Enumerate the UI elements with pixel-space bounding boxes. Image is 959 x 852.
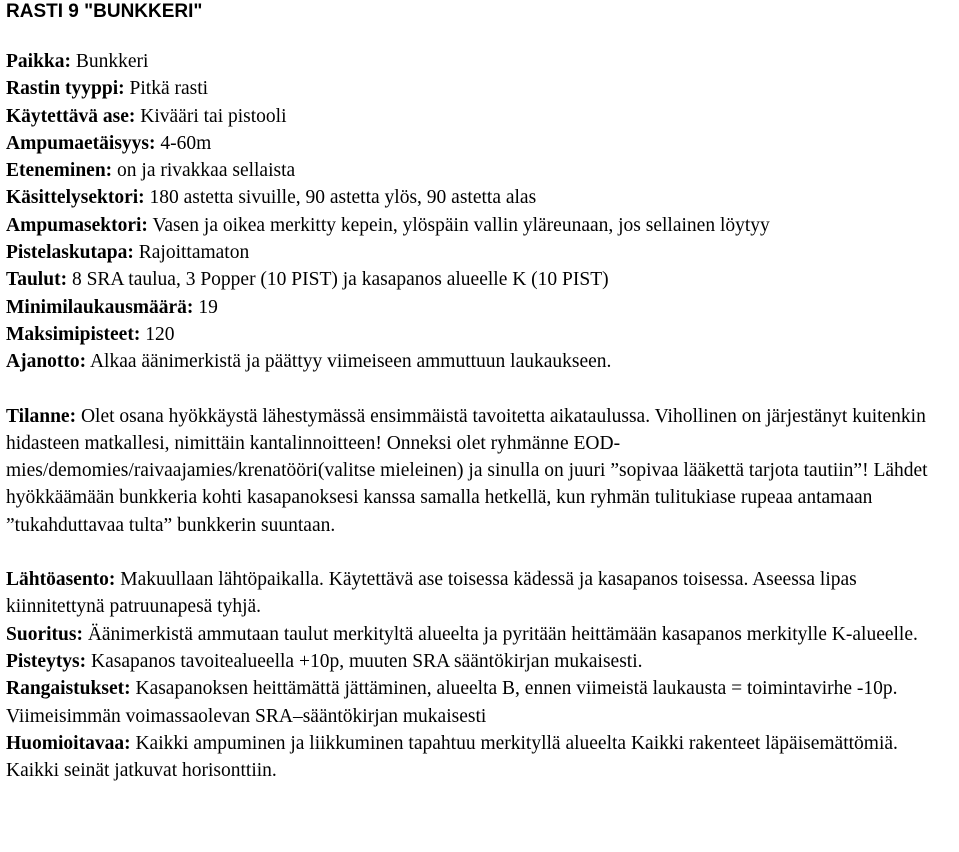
field-min-rounds [6, 294, 951, 321]
penalties-paragraph [6, 675, 951, 702]
scoring-label: Pisteytys: [6, 650, 87, 672]
field-label: Minimilaukausmäärä: [6, 296, 194, 318]
scoring-text: Kasapanos tavoitealueella +10p, muuten SRA sääntökirjan mukaisesti. [91, 650, 643, 672]
field-value: 180 astetta sivuille, 90 astetta ylös, 90 astetta alas [149, 187, 537, 209]
field-label: Eteneminen: [6, 160, 113, 182]
field-value: Pitkä rasti [129, 78, 209, 100]
scenario-label: Tilanne: [6, 405, 77, 427]
start-position-text: Makuullaan lähtöpaikalla. Käytettävä ase toisessa kädessä ja kasapanos toisessa. Aseessa lipas kiinnitettynä patruunapesä tyhjä. [6, 569, 857, 618]
field-label: Käytettävä ase: [6, 105, 136, 127]
field-value: on ja rivakkaa sellaista [117, 160, 296, 182]
field-label: Pistelaskutapa: [6, 242, 134, 264]
scenario-paragraph [6, 403, 951, 539]
field-label: Ajanotto: [6, 351, 87, 373]
field-label: Taulut: [6, 269, 68, 291]
field-value: Rajoittamaton [138, 242, 250, 264]
spacer [6, 539, 951, 566]
page-title: RASTI 9 "BUNKKERI" [6, 1, 203, 22]
rules-note: Viimeisimmän voimassaolevan SRA–sääntökirjan mukaisesti [6, 705, 487, 727]
field-timing [6, 348, 951, 375]
field-movement [6, 157, 951, 184]
scoring-paragraph [6, 648, 951, 675]
field-value: Alkaa äänimerkistä ja päättyy viimeiseen ammuttuun laukaukseen. [89, 351, 612, 373]
penalties-label: Rangaistukset: [6, 678, 131, 700]
penalties-text: Kasapanoksen heittämättä jättäminen, alueelta B, ennen viimeistä laukausta = toimintavirhe -10p. [135, 678, 898, 700]
field-max-points [6, 321, 951, 348]
field-value: 120 [145, 323, 175, 345]
field-label: Käsittelysektori: [6, 187, 145, 209]
start-position-paragraph [6, 566, 951, 621]
execution-text: Äänimerkistä ammutaan taulut merkityltä alueelta ja pyritään heittämään kasapanos merkitylle K-alueelle. [87, 623, 918, 645]
stage-info-list [6, 48, 951, 376]
start-position-label: Lähtöasento: [6, 569, 116, 591]
execution-label: Suoritus: [6, 623, 83, 645]
field-scoring-method [6, 239, 951, 266]
field-label: Ampumaetäisyys: [6, 132, 156, 154]
field-value: 4-60m [160, 132, 212, 154]
field-label: Maksimipisteet: [6, 323, 141, 345]
execution-paragraph [6, 621, 951, 648]
field-value: 8 SRA taulua, 3 Popper (10 PIST) ja kasapanos alueelle K (10 PIST) [71, 269, 609, 291]
field-distance [6, 130, 951, 157]
scenario-text: Olet osana hyökkäystä lähestymässä ensimmäistä tavoitetta aikataulussa. Vihollinen on järjestänyt kuitenkin hidasteen matkallesi, nimittäin kantalinnoitteen! Onneksi olet ryhmänne EOD-mies/demomies/raivaajamies/krenatööri(valitse mieleinen) ja sinulla on juuri ”sopivaa lääkettä tarjota tautiin”! Lähdet hyökkäämään bunkkeria kohti kasapanoksesi kanssa samalla hetkellä, kun ryhmän tulitukiase rupeaa antamaan ”tukahduttavaa tulta” bunkkerin suuntaan. [6, 405, 928, 536]
field-label: Paikka: [6, 51, 72, 72]
field-value: Vasen ja oikea merkitty kepein, ylöspäin vallin yläreunaan, jos sellainen löytyy [152, 214, 770, 236]
spacer [6, 376, 951, 403]
notes-paragraph [6, 730, 951, 785]
field-label: Ampumasektori: [6, 214, 148, 236]
field-label: Rastin tyyppi: [6, 78, 125, 100]
field-weapon [6, 103, 951, 130]
field-shooting-sector [6, 212, 951, 239]
field-stage-type [6, 75, 951, 102]
notes-label: Huomioitavaa: [6, 732, 131, 754]
field-location [6, 48, 951, 75]
field-value: Bunkkeri [75, 51, 149, 72]
notes-text: Kaikki ampuminen ja liikkuminen tapahtuu merkityllä alueelta Kaikki rakenteet läpäisemättömiä. Kaikki seinät jatkuvat horisonttiin. [6, 732, 898, 782]
field-targets [6, 266, 951, 293]
field-value: 19 [198, 296, 218, 318]
field-value: Kivääri tai pistooli [140, 105, 287, 127]
field-handling-sector [6, 184, 951, 211]
